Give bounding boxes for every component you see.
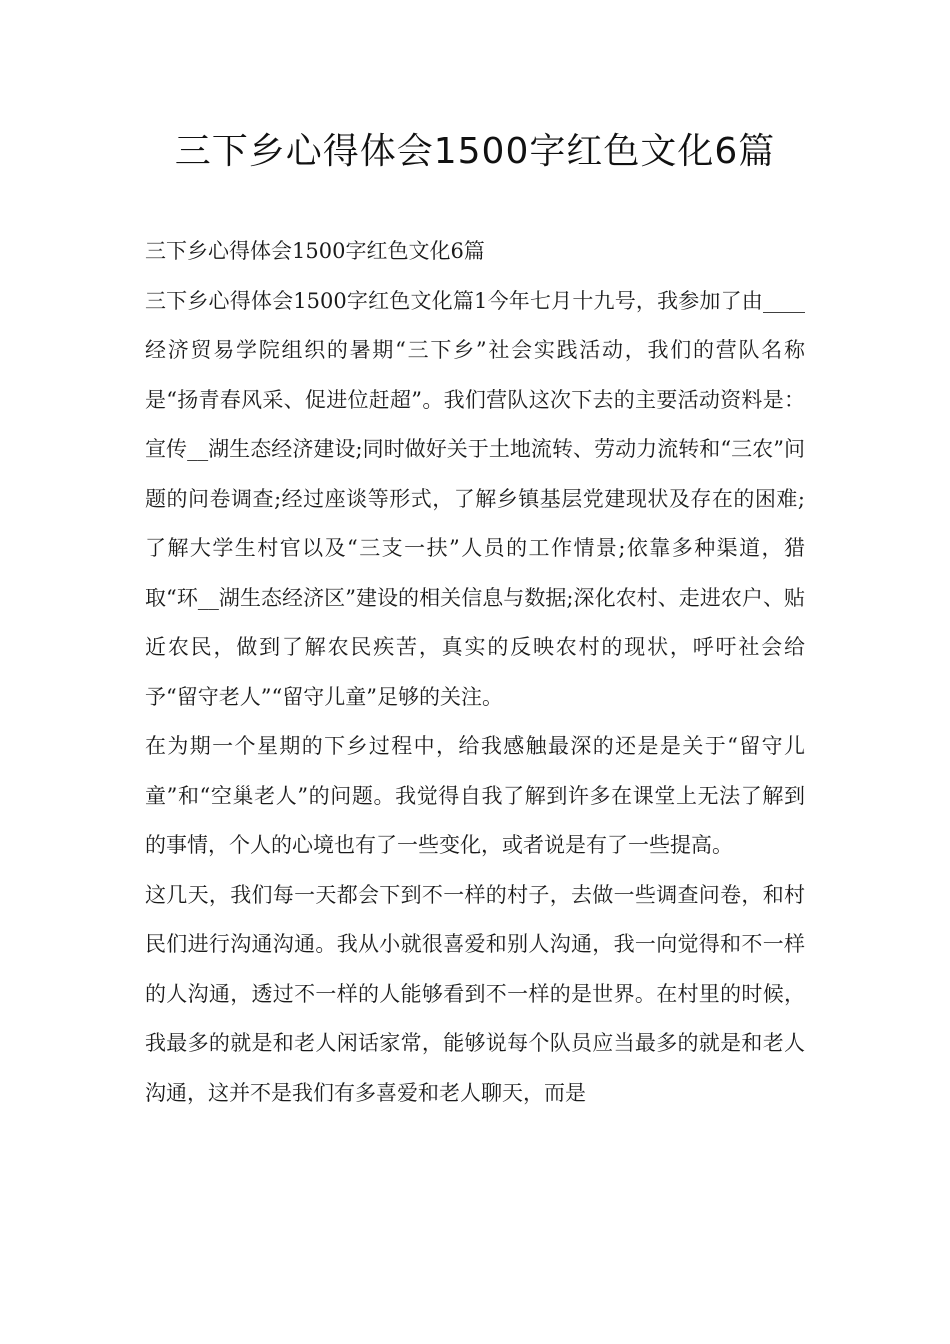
body-paragraph: 三下乡心得体会1500字红色文化6篇	[145, 239, 485, 263]
body-paragraph: 这几天，我们每一天都会下到不一样的村子，去做一些调查问卷，和村民们进行沟通沟通。我从小就很喜爱和别人沟通，我一向觉得和不一样的人沟通，透过不一样的人能够看到不一样的是世界。在村里的时候，我最多的就是和老人闲话家常，能够说每个队员应当最多的就是和老人沟通，这并不是我们有多喜爱和老人聊天，而是	[145, 882, 805, 1105]
document-title: 三下乡心得体会1500字红色文化6篇	[174, 131, 776, 172]
body-paragraph: 在为期一个星期的下乡过程中，给我感触最深的还是是关于“留守儿童”和“空巢老人”的问题。我觉得自我了解到许多在课堂上无法了解到的事情，个人的心境也有了一些变化，或者说是有了一些提高。	[145, 734, 805, 857]
body-paragraph: 三下乡心得体会1500字红色文化篇1今年七月十九号，我参加了由____经济贸易学院组织的暑期“三下乡”社会实践活动，我们的营队名称是“扬青春风采、促进位赶超”。我们营队这次下去的主要活动资料是：宣传__湖生态经济建设;同时做好关于土地流转、劳动力流转和“三农”问题的问卷调查;经过座谈等形式，了解乡镇基层党建现状及存在的困难;了解大学生村官以及“三支一扶”人员的工作情景;依靠多种渠道，猎取“环__湖生态经济区”建设的相关信息与数据;深化农村、走进农户、贴近农民，做到了解农民疾苦，真实的反映农村的现状，呼吁社会给予“留守老人”“留守儿童”足够的关注。	[145, 288, 805, 709]
document-body	[145, 227, 805, 1118]
